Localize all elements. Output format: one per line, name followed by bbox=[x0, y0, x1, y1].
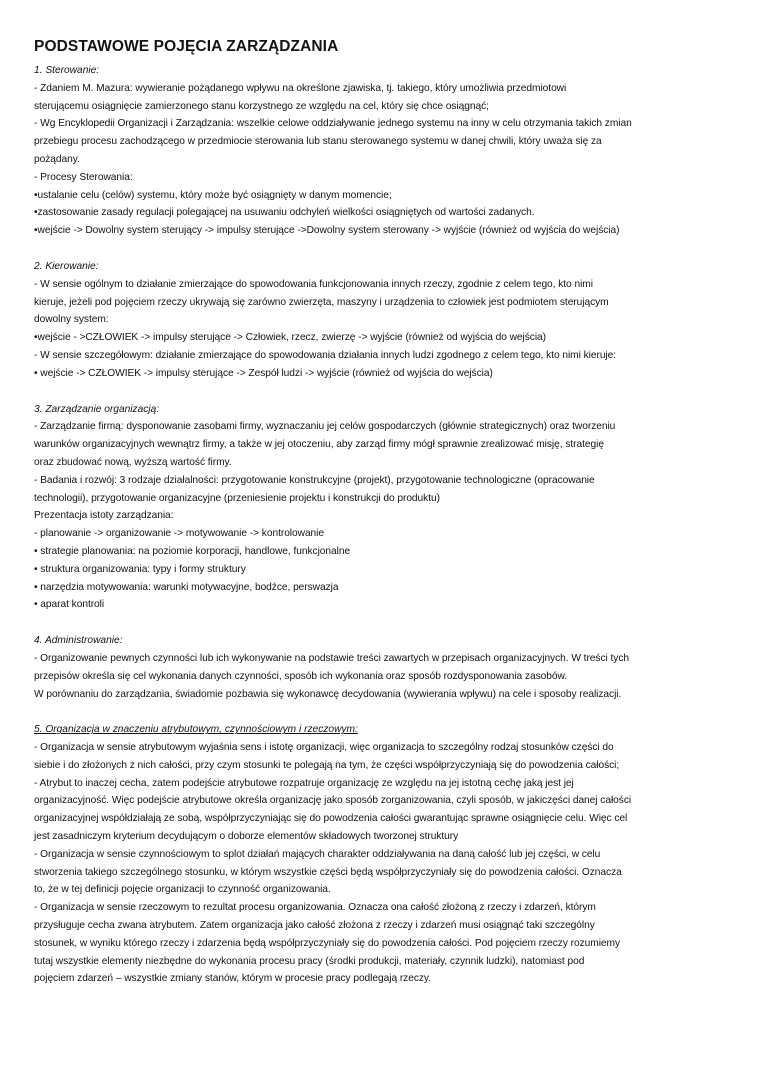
text-line: stworzenia takiego szczególnego stosunku, w którym wszystkie części będą współprzyczyniały się do powodzenia całości. Oznacza bbox=[34, 866, 622, 878]
text-line: to, że w tej definicji pojęcie organizacji to czynność organizowania. bbox=[34, 884, 331, 896]
section-heading: 2. Kierowanie: bbox=[34, 260, 99, 272]
section-heading: 1. Sterowanie: bbox=[34, 65, 100, 76]
text-line: jest zasadniczym kryterium decydującym o doborze elementów składowych tworzonej struktury bbox=[34, 831, 459, 843]
section-sterowanie bbox=[34, 62, 730, 240]
text-line: - Zarządzanie firmą: dysponowanie zasobami firmy, wyznaczaniu jej celów gospodarczych (głównie strategicznych) oraz tworzeniu bbox=[34, 421, 616, 433]
section-administrowanie bbox=[34, 632, 730, 703]
text-line: tutaj wszystkie elementy niezbędne do wykonania procesu pracy (środki produkcji, materiały, czynnik ludzki), natomiast pod bbox=[34, 955, 585, 967]
text-line: Prezentacja istoty zarządzania: bbox=[34, 510, 174, 522]
text-line: oraz zbudować nową, wyższą wartość firmy. bbox=[34, 456, 232, 468]
bullet-line: •wejście - >CZŁOWIEK -> impulsy sterujące -> Człowiek, rzecz, zwierzę -> wyjście (również od wyjścia do wejścia) bbox=[34, 332, 547, 344]
text-line: - Organizacja w sensie rzeczowym to rezultat procesu organizowania. Oznacza ona całość złożoną z rzeczy i zdarzeń, którym bbox=[34, 902, 596, 914]
text-line: - W sensie ogólnym to działanie zmierzające do spowodowania funkcjonowania innych rzeczy, zgodnie z celem tego, kto nimi bbox=[34, 278, 593, 290]
bullet-line: •zastosowanie zasady regulacji polegającej na usuwaniu odchyleń wielkości osiągniętych od wartości zadanych. bbox=[34, 207, 535, 219]
text-line: przysługuje cecha zwana atrybutem. Zatem organizacja jako całość złożona z rzeczy i zdarzeń musi osiągnąć taki szczególny bbox=[34, 920, 595, 932]
text-line: W porównaniu do zarządzania, świadomie pozbawia się wykonawcę decydowania (wywierania wpływu) na cele i sposoby realizacji. bbox=[34, 688, 622, 700]
text-line: - W sensie szczegółowym: działanie zmierzające do spowodowania działania innych ludzi zgodnego z celem tego, kto nimi kieruje: bbox=[34, 349, 617, 361]
text-line: warunków organizacyjnych wewnątrz firmy, a także w jej otoczeniu, aby zarząd firmy mógł sprawnie zrealizować misję, strategię bbox=[34, 439, 604, 451]
section-heading: 3. Zarządzanie organizacją: bbox=[34, 403, 160, 415]
text-line: - Procesy Sterowania: bbox=[34, 171, 133, 183]
section-kierowanie bbox=[34, 258, 730, 383]
document-title: PODSTAWOWE POJĘCIA ZARZĄDZANIA bbox=[34, 38, 339, 55]
text-line: organizacyjnej współdziałają ze sobą, współprzyczyniając się do powodzenia całości gwarantując sprawne osiągnięcie celu. Więc cel bbox=[34, 813, 628, 825]
bullet-line: • narzędzia motywowania: warunki motywacyjne, bodźce, perswazja bbox=[34, 581, 339, 593]
text-line: technologii), przygotowanie organizacyjne (przeniesienie projektu i konstrukcji do produktu) bbox=[34, 492, 440, 504]
text-line: dowolny system: bbox=[34, 314, 109, 326]
text-line: - Zdaniem M. Mazura: wywieranie pożądanego wpływu na określone zjawiska, tj. takiego, który umożliwia przedmiotowi bbox=[34, 82, 567, 94]
text-line: pożądany. bbox=[34, 153, 80, 165]
bullet-line: • aparat kontroli bbox=[34, 599, 105, 611]
document-page bbox=[34, 36, 730, 1006]
text-line: - planowanie -> organizowanie -> motywowanie -> kontrolowanie bbox=[34, 528, 325, 540]
text-line: - Organizacja w sensie atrybutowym wyjaśnia sens i istotę organizacji, więc organizacja to szczególny rodzaj stosunków części do bbox=[34, 742, 614, 754]
text-line: pojęciem zdarzeń – wszystkie zmiany stanów, którym w procesie pracy podlegają rzeczy. bbox=[34, 973, 431, 985]
text-line: organizacyjność. Więc podejście atrybutowe określa organizację jako sposób zorganizowania, czyli sposób, w jakiczęści danej całości bbox=[34, 795, 632, 807]
bullet-line: • strategie planowania: na poziomie korporacji, handlowe, funkcjonalne bbox=[34, 545, 351, 557]
bullet-line: •wejście -> Dowolny system sterujący -> impulsy sterujące ->Dowolny system sterowany -> wyjście (również od wyjścia do wejścia) bbox=[34, 225, 620, 237]
text-line: stosunek, w wyniku którego rzeczy i zdarzenia będą współprzyczyniały się do powodzenia całości. Pod pojęciem rzeczy rozumiemy bbox=[34, 937, 621, 949]
text-line: - Organizacja w sensie czynnościowym to splot działań mających charakter oddziaływania na daną całość lub jej części, w celu bbox=[34, 848, 601, 860]
section-organizacja bbox=[34, 721, 730, 988]
text-line: sterującemu osiągnięcie zamierzonego stanu korzystnego ze względu na cel, który się chce osiągnąć; bbox=[34, 100, 489, 112]
section-heading: 4. Administrowanie: bbox=[34, 635, 123, 647]
bullet-line: • struktura organizowania: typy i formy struktury bbox=[34, 563, 246, 575]
text-line: kieruje, jeżeli pod pojęciem rzeczy ukrywają się zarówno zwierzęta, maszyny i urządzenia to człowiek jest podmiotem sterującym bbox=[34, 296, 609, 308]
text-line: - Wg Encyklopedii Organizacji i Zarządzania: wszelkie celowe oddziaływanie jednego systemu na inny w celu otrzymania takich zmian bbox=[34, 118, 632, 130]
section-heading: 5. Organizacja w znaczeniu atrybutowym, czynnościowym i rzeczowym: bbox=[34, 724, 358, 736]
text-line: przebiegu procesu zachodzącego w przedmiocie sterowania lub stanu sterowanego systemu w danej chwili, który uważa się za bbox=[34, 136, 602, 148]
section-zarzadzanie-organizacja bbox=[34, 401, 730, 615]
text-line: przepisów określa się cel wykonania danych czynności, sposób ich wykonania oraz sposób rozdysponowania zasobów. bbox=[34, 670, 567, 682]
bullet-line: • wejście -> CZŁOWIEK -> impulsy sterujące -> Zespół ludzi -> wyjście (również od wyjścia do wejścia) bbox=[34, 367, 493, 379]
bullet-line: •ustalanie celu (celów) systemu, który może być osiągnięty w danym momencie; bbox=[34, 189, 392, 201]
text-line: - Atrybut to inaczej cecha, zatem podejście atrybutowe rozpatruje organizację ze względu na jej istotną cechę jaką jest jej bbox=[34, 777, 574, 789]
text-line: siebie i do złożonych z nich całości, przy czym stosunki te polegają na tym, że części współprzyczyniają się do powodzenia całości; bbox=[34, 759, 620, 771]
text-line: - Badania i rozwój: 3 rodzaje działalności: przygotowanie konstrukcyjne (projekt), przygotowanie technologiczne (opracowanie bbox=[34, 474, 595, 486]
text-line: - Organizowanie pewnych czynności lub ich wykonywanie na podstawie treści zawartych w przepisach organizacyjnych. W treści tych bbox=[34, 652, 629, 664]
